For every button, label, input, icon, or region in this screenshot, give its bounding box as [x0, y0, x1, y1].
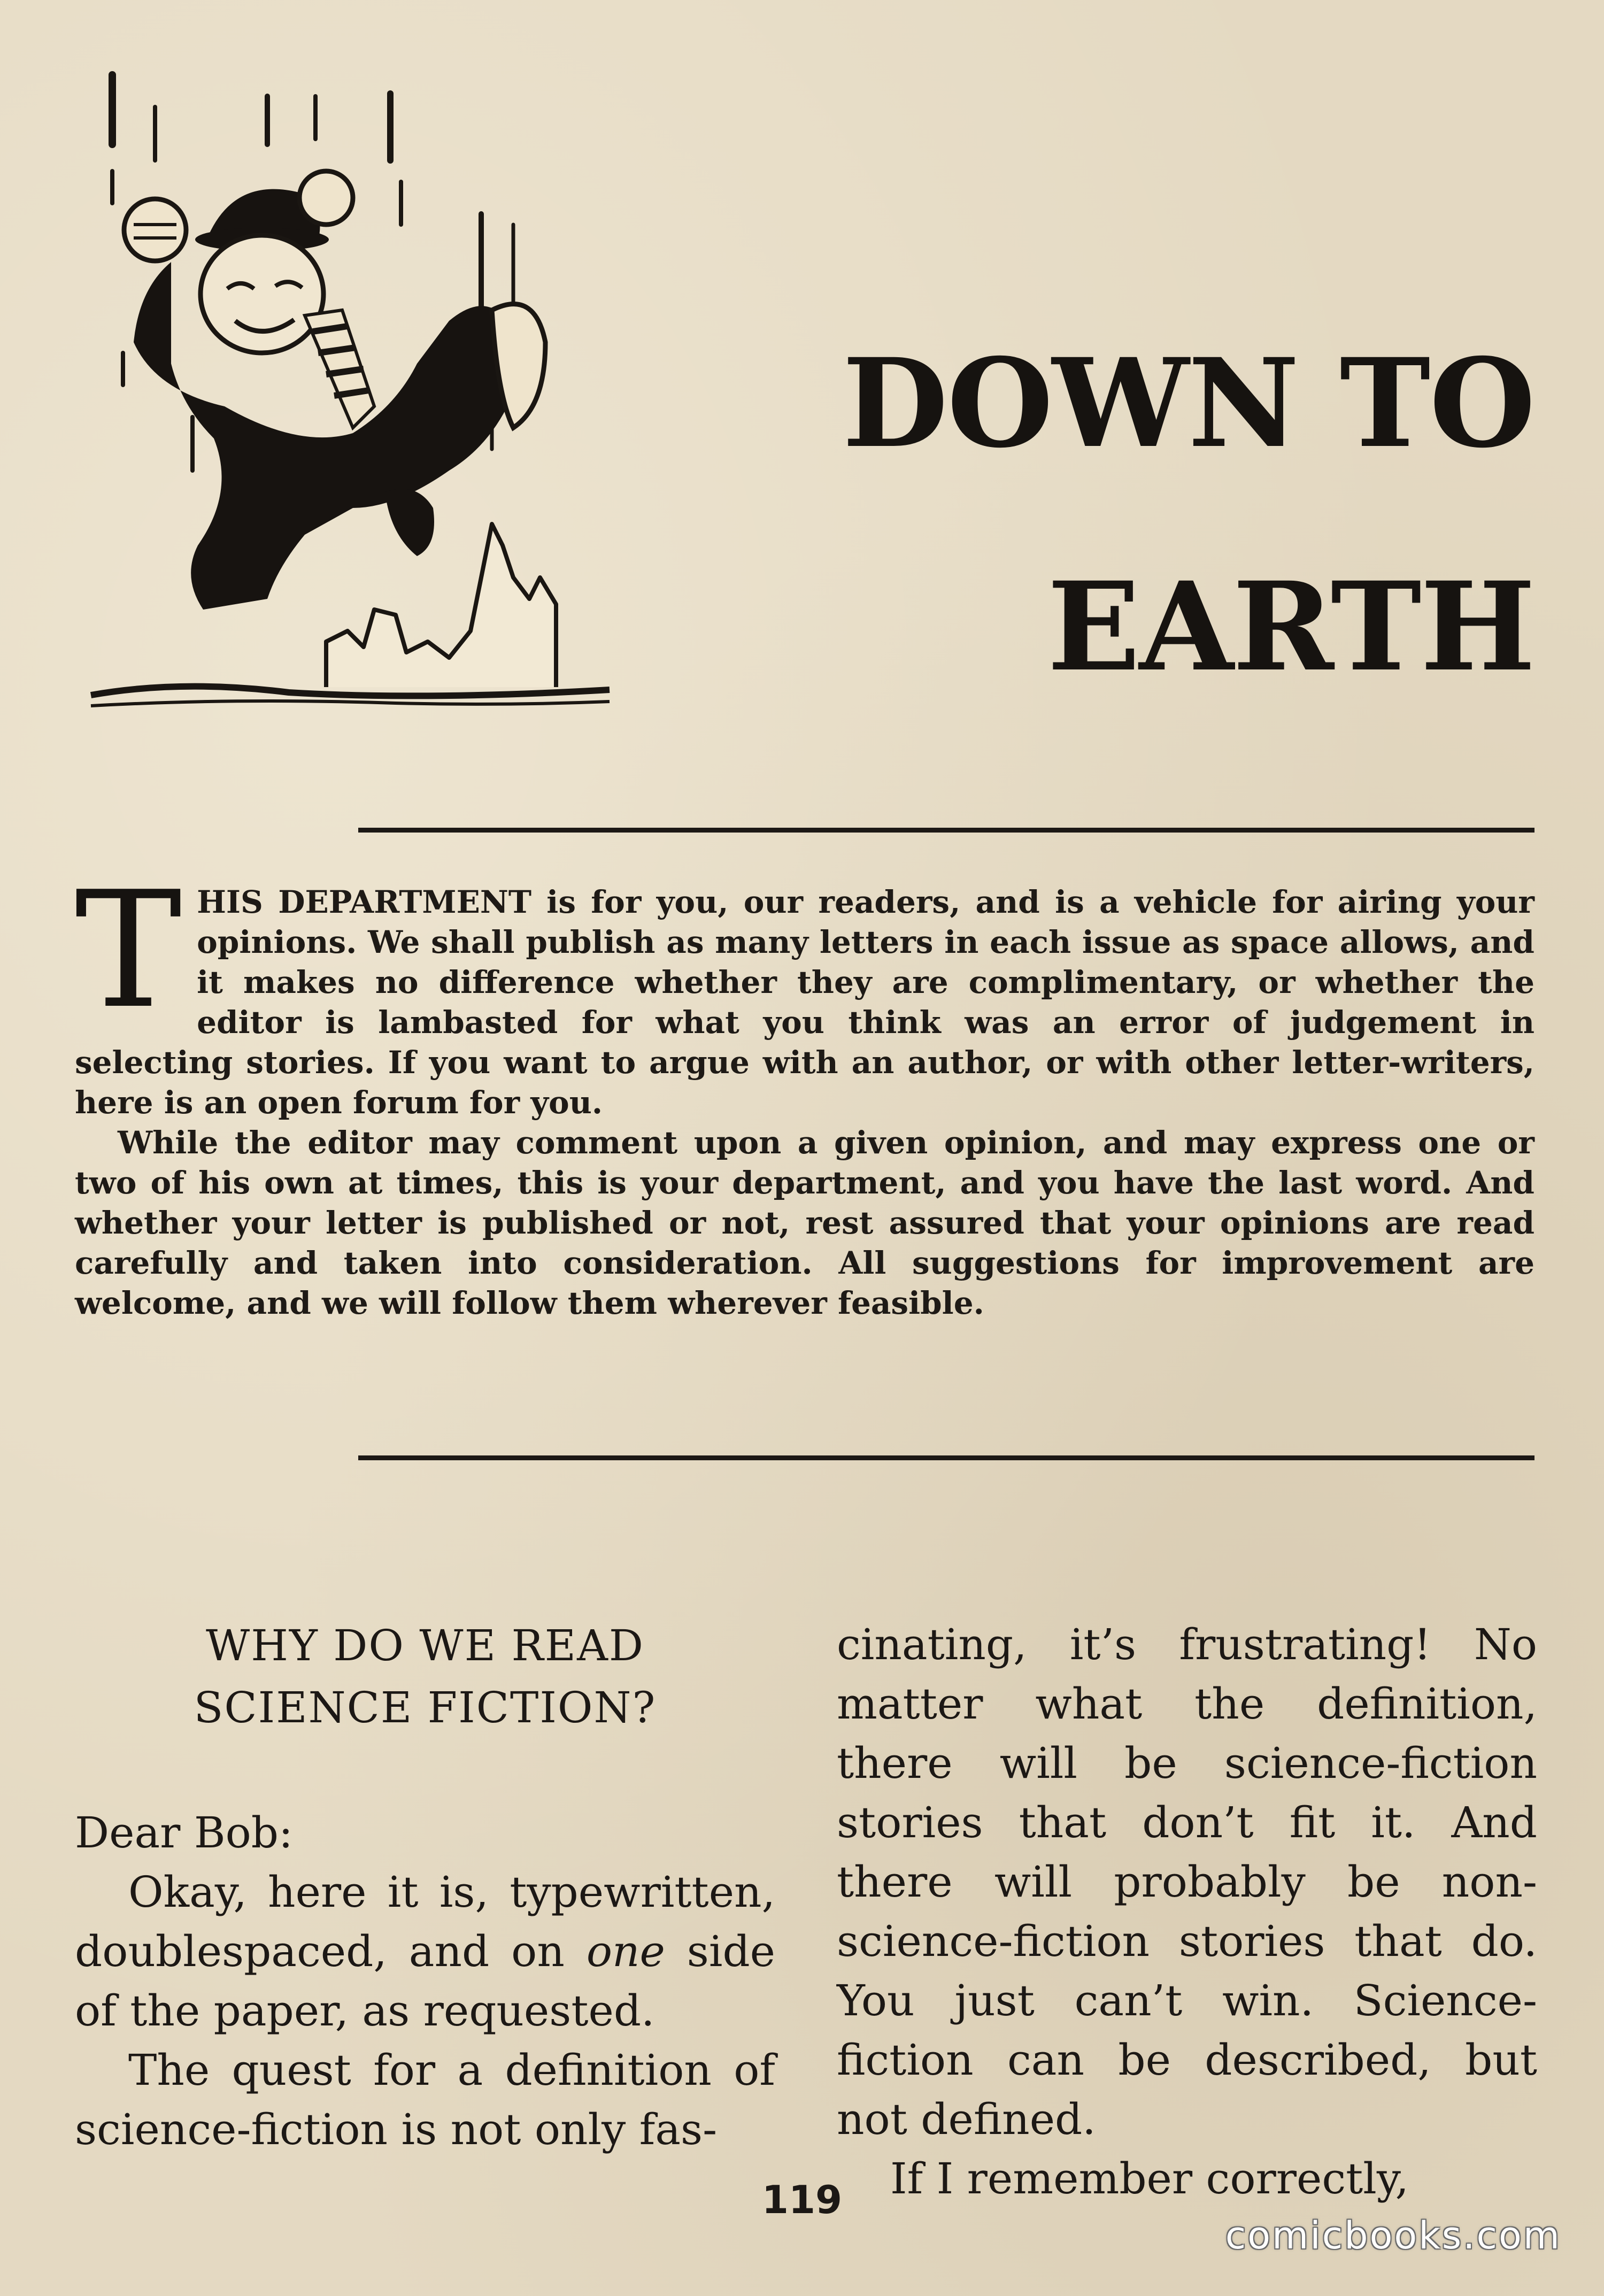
letter-title [75, 1615, 775, 1739]
letter-column-right [837, 1615, 1537, 2208]
letter-title-line-2: SCIENCE FICTION? [194, 1683, 657, 1732]
divider-rule-top [358, 828, 1534, 833]
site-watermark: comicbooks.com [1225, 2214, 1561, 2258]
department-intro [75, 857, 1534, 1323]
intro-paragraph-1 [75, 857, 1534, 1123]
letter-paragraph-1: Okay, here it is, typewritten, doublespaced, and on one side of the paper, as requested. [75, 1867, 776, 2036]
divider-rule-bottom [358, 1455, 1534, 1460]
intro-paragraph-1-text: HIS DEPARTMENT is for you, our readers, and is a vehicle for airing your opinions. We shall publish as many letters in each issue as space allows, and it makes no difference whether they are complimentary, or whether the editor is lambasted for what you think was an error of judgement in selecting stories. If you want to argue with an author, or with other letter-writers, here is an open forum for you. [75, 884, 1534, 1121]
letter-title-line-1: WHY DO WE READ [206, 1621, 644, 1670]
letter-column-left [75, 1615, 775, 2159]
page-number: 119 [761, 2177, 843, 2222]
letter-paragraph-2-start: The quest for a definition of science-fiction is not only fas- [75, 2045, 775, 2154]
letter-paragraph-2-continued: cinating, it’s frustrating! No matter what the definition, there will be science-fiction stories that don’t fit it. And there will probably be non-science-fiction stories that do. You just can’t win. Science-fiction can be described, but not defined. [837, 1620, 1537, 2144]
title-line-2: EARTH [1047, 555, 1534, 698]
falling-man-illustration [75, 64, 631, 727]
drop-cap: T [75, 857, 182, 1044]
emphasis-word: one [586, 1927, 665, 1976]
title-line-1: DOWN TO [842, 332, 1534, 475]
department-title [842, 332, 1534, 698]
letter-paragraph-3-start: If I remember correctly, [890, 2154, 1409, 2203]
letter-salutation: Dear Bob: [75, 1808, 293, 1858]
intro-paragraph-2: While the editor may comment upon a given opinion, and may express one or two of his own at times, this is your department, and you have the last word. And whether your letter is published or not, rest assured that your opinions are read carefully and taken into consideration. All suggestions for improvement are welcome, and we will follow them wherever feasible. [75, 1124, 1534, 1321]
